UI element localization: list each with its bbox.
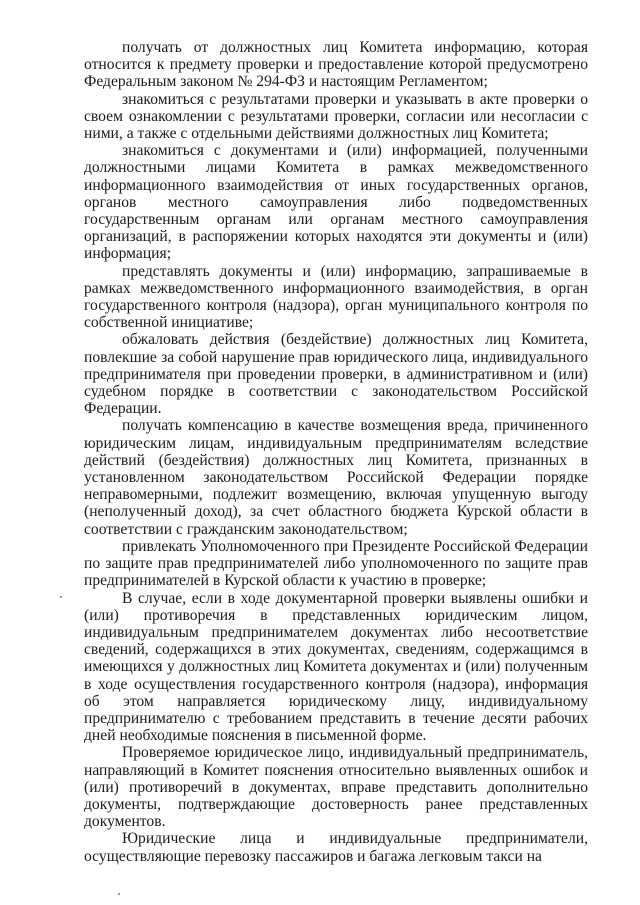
- scan-speck: [60, 596, 62, 598]
- paragraph-additional-documents: Проверяемое юридическое лицо, индивидуальный предприниматель, направляющий в Комитет пояснения относительно выявленных ошибок и (или) противоречий в документах, вправе представить дополнительно документы, подтверждающие достоверность ранее представленных документов.: [84, 744, 588, 831]
- paragraph-involve-ombudsman: привлекать Уполномоченного при Президенте Российской Федерации по защите прав предпринимателей либо уполномоченного по защите прав предпринимателей в Курской области к участию в проверке;: [84, 537, 588, 590]
- paragraph-review-documents: знакомиться с документами и (или) информацией, полученными должностными лицами Комитета в рамках межведомственного информационного взаимодействия от иных государственных органов, органов местного самоуправления либо подведомственных государственным органам или органам местного самоуправления организаций, в распоряжении которых находятся эти документы и (или) информация;: [84, 142, 588, 263]
- paragraph-submit-documents: представлять документы и (или) информацию, запрашиваемые в рамках межведомственного информационного взаимодействия, в орган государственного контроля (надзора), орган муниципального контроля по собственной инициативе;: [84, 262, 588, 332]
- paragraph-taxi-carriers: Юридические лица и индивидуальные предприниматели, осуществляющие перевозку пассажиров и багажа легковым такси на: [84, 830, 588, 865]
- paragraph-receive-compensation: получать компенсацию в качестве возмещения вреда, причиненного юридическим лицам, индивидуальным предпринимателям вследствие действий (бездействия) должностных лиц Комитета, признанных в установленном законодательством Российской Федерации порядке неправомерными, подлежит возмещению, включая упущенную выгоду (неполученный доход), за счет областного бюджета Курской области в соответствии с гражданским законодательством;: [84, 417, 588, 538]
- paragraph-review-results: знакомиться с результатами проверки и указывать в акте проверки о своем ознакомлении с результатами проверки, согласии или несогласии с ними, а также с отдельными действиями должностных лиц Комитета;: [84, 90, 588, 143]
- paragraph-receive-information: получать от должностных лиц Комитета информацию, которая относится к предмету проверки и предоставление которой предусмотрено Федеральным законом № 294-ФЗ и настоящим Регламентом;: [84, 39, 588, 91]
- document-body: [84, 39, 588, 865]
- paragraph-errors-found: В случае, если в ходе документарной проверки выявлены ошибки и (или) противоречия в представленных юридическим лицом, индивидуальным предпринимателем документах либо несоответствие сведений, содержащихся в этих документах, сведениям, содержащимся в имеющихся у должностных лиц Комитета документах и (или) полученным в ходе осуществления государственного контроля (надзора), информация об этом направляется юридическому лицу, индивидуальному предпринимателю с требованием представить в течение десяти рабочих дней необходимые пояснения в письменной форме.: [84, 589, 588, 745]
- scan-speck: [118, 893, 120, 895]
- paragraph-appeal-actions: обжаловать действия (бездействие) должностных лиц Комитета, повлекшие за собой нарушение прав юридического лица, индивидуального предпринимателя при проведении проверки, в административном и (или) судебном порядке в соответствии с законодательством Российской Федерации.: [84, 331, 588, 418]
